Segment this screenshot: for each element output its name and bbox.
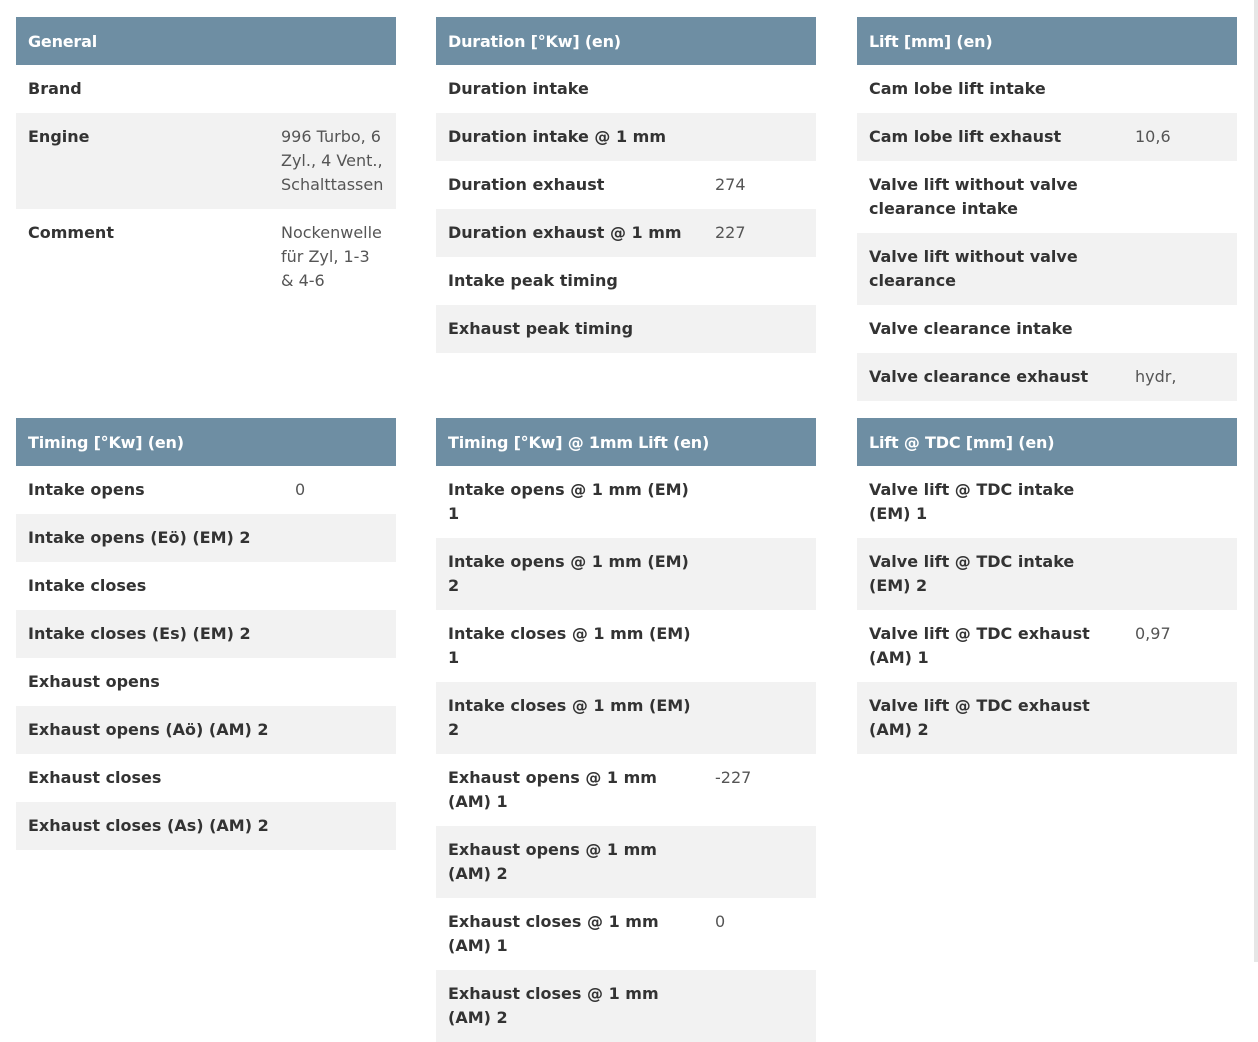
row-label: Intake closes @ 1 mm (EM) 2 [436, 682, 703, 754]
row-value [283, 658, 396, 706]
row-value [703, 538, 816, 610]
lift-tdc-table-title: Lift @ TDC [mm] (en) [857, 418, 1237, 466]
row-label: Exhaust opens (Aö) (AM) 2 [16, 706, 283, 754]
row-label: Intake peak timing [448, 271, 618, 290]
table-row [16, 706, 396, 754]
row-value: -227 [715, 768, 752, 787]
timing-table-title: Timing [°Kw] (en) [16, 418, 396, 466]
general-table-title: General [16, 17, 396, 65]
table-row [436, 209, 816, 257]
table-row [16, 610, 396, 658]
row-value [703, 826, 816, 898]
table-row [436, 970, 816, 1042]
table-row [436, 113, 816, 161]
row-label: Valve lift @ TDC exhaust (AM) 2 [857, 682, 1123, 754]
row-label: Intake opens [28, 480, 145, 499]
table-row [857, 305, 1237, 353]
duration-table-title: Duration [°Kw] (en) [436, 17, 816, 65]
row-label: Duration intake [448, 79, 589, 98]
row-value [703, 610, 816, 682]
table-row [16, 209, 396, 305]
duration-table [436, 17, 816, 353]
row-label: Duration exhaust @ 1 mm [436, 209, 703, 257]
table-row [436, 161, 816, 209]
row-value [283, 514, 396, 562]
table-row [857, 233, 1237, 305]
row-label: Cam lobe lift intake [869, 79, 1046, 98]
table-row [857, 538, 1237, 610]
row-label: Valve lift @ TDC exhaust (AM) 1 [869, 624, 1090, 667]
row-label: Duration exhaust [448, 175, 605, 194]
row-value-engine: 996 Turbo, 6 Zyl., 4 Vent., Schalttassen [269, 113, 396, 209]
table-row [16, 514, 396, 562]
row-value [1123, 538, 1237, 610]
table-row [436, 538, 816, 610]
row-value [703, 257, 816, 305]
row-label: Exhaust closes [28, 768, 162, 787]
row-value [703, 682, 816, 754]
row-label: Exhaust opens @ 1 mm (AM) 2 [436, 826, 703, 898]
row-value-comment: Nockenwelle für Zyl, 1-3 & 4-6 [281, 223, 382, 290]
table-row [857, 682, 1237, 754]
row-value-brand [269, 65, 396, 113]
row-value [1123, 65, 1237, 113]
lift-tdc-table [857, 418, 1237, 754]
table-row [436, 826, 816, 898]
row-value [1123, 233, 1237, 305]
table-row [436, 305, 816, 353]
table-row [16, 466, 396, 514]
row-value: 0,97 [1135, 624, 1171, 643]
row-value [283, 754, 396, 802]
row-label: Exhaust closes (As) (AM) 2 [16, 802, 283, 850]
table-row [16, 658, 396, 706]
table-row [436, 257, 816, 305]
table-row [436, 466, 816, 538]
row-label: Valve lift without valve clearance intake [869, 175, 1078, 218]
table-row [16, 562, 396, 610]
row-label: Exhaust closes @ 1 mm (AM) 1 [448, 912, 659, 955]
table-row [436, 65, 816, 113]
row-label: Exhaust closes @ 1 mm (AM) 2 [436, 970, 703, 1042]
row-value [1123, 466, 1237, 538]
row-value [703, 65, 816, 113]
row-value [283, 706, 396, 754]
row-label: Valve lift @ TDC intake (EM) 1 [869, 480, 1075, 523]
row-label: Valve lift @ TDC intake (EM) 2 [857, 538, 1123, 610]
table-row [436, 754, 816, 826]
row-label: Valve clearance intake [869, 319, 1073, 338]
row-label: Valve lift without valve clearance [857, 233, 1123, 305]
row-value [283, 562, 396, 610]
row-value [703, 466, 816, 538]
row-label: Intake closes @ 1 mm (EM) 1 [448, 624, 691, 667]
row-value [703, 305, 816, 353]
row-label: Intake opens @ 1 mm (EM) 1 [448, 480, 689, 523]
table-row [436, 682, 816, 754]
table-row [16, 754, 396, 802]
row-value [1123, 682, 1237, 754]
table-row [857, 610, 1237, 682]
row-value: 0 [295, 480, 306, 499]
table-row [857, 65, 1237, 113]
general-table [16, 17, 396, 305]
table-row [436, 610, 816, 682]
row-label: Cam lobe lift exhaust [857, 113, 1123, 161]
row-label: Exhaust peak timing [436, 305, 703, 353]
row-value: 227 [703, 209, 816, 257]
timing-1mm-table [436, 418, 816, 1042]
row-value: 10,6 [1123, 113, 1237, 161]
row-value [1123, 305, 1237, 353]
row-label: Intake opens @ 1 mm (EM) 2 [436, 538, 703, 610]
row-label: Intake closes (Es) (EM) 2 [16, 610, 283, 658]
row-value [283, 802, 396, 850]
row-label: Intake opens (Eö) (EM) 2 [16, 514, 283, 562]
row-label: Duration intake @ 1 mm [436, 113, 703, 161]
row-label: Exhaust opens [28, 672, 160, 691]
table-row [857, 113, 1237, 161]
row-label: Valve clearance exhaust [857, 353, 1123, 401]
row-label: Intake closes [28, 576, 147, 595]
timing-table [16, 418, 396, 850]
lift-table-title: Lift [mm] (en) [857, 17, 1237, 65]
table-row [857, 353, 1237, 401]
row-value [1123, 161, 1237, 233]
row-label-comment: Comment [28, 223, 114, 242]
row-value [703, 970, 816, 1042]
table-row [857, 161, 1237, 233]
row-value [703, 113, 816, 161]
row-value: 0 [715, 912, 726, 931]
lift-table [857, 17, 1237, 401]
row-label-brand: Brand [28, 79, 82, 98]
row-label-engine: Engine [16, 113, 269, 209]
row-value: 274 [715, 175, 746, 194]
table-row [16, 802, 396, 850]
timing-1mm-table-title: Timing [°Kw] @ 1mm Lift (en) [436, 418, 816, 466]
table-row [16, 65, 396, 113]
table-row [857, 466, 1237, 538]
table-row [16, 113, 396, 209]
row-value: hydr, [1123, 353, 1237, 401]
row-label: Exhaust opens @ 1 mm (AM) 1 [448, 768, 657, 811]
row-value [283, 610, 396, 658]
table-row [436, 898, 816, 970]
scrollbar-track[interactable] [1254, 0, 1258, 962]
